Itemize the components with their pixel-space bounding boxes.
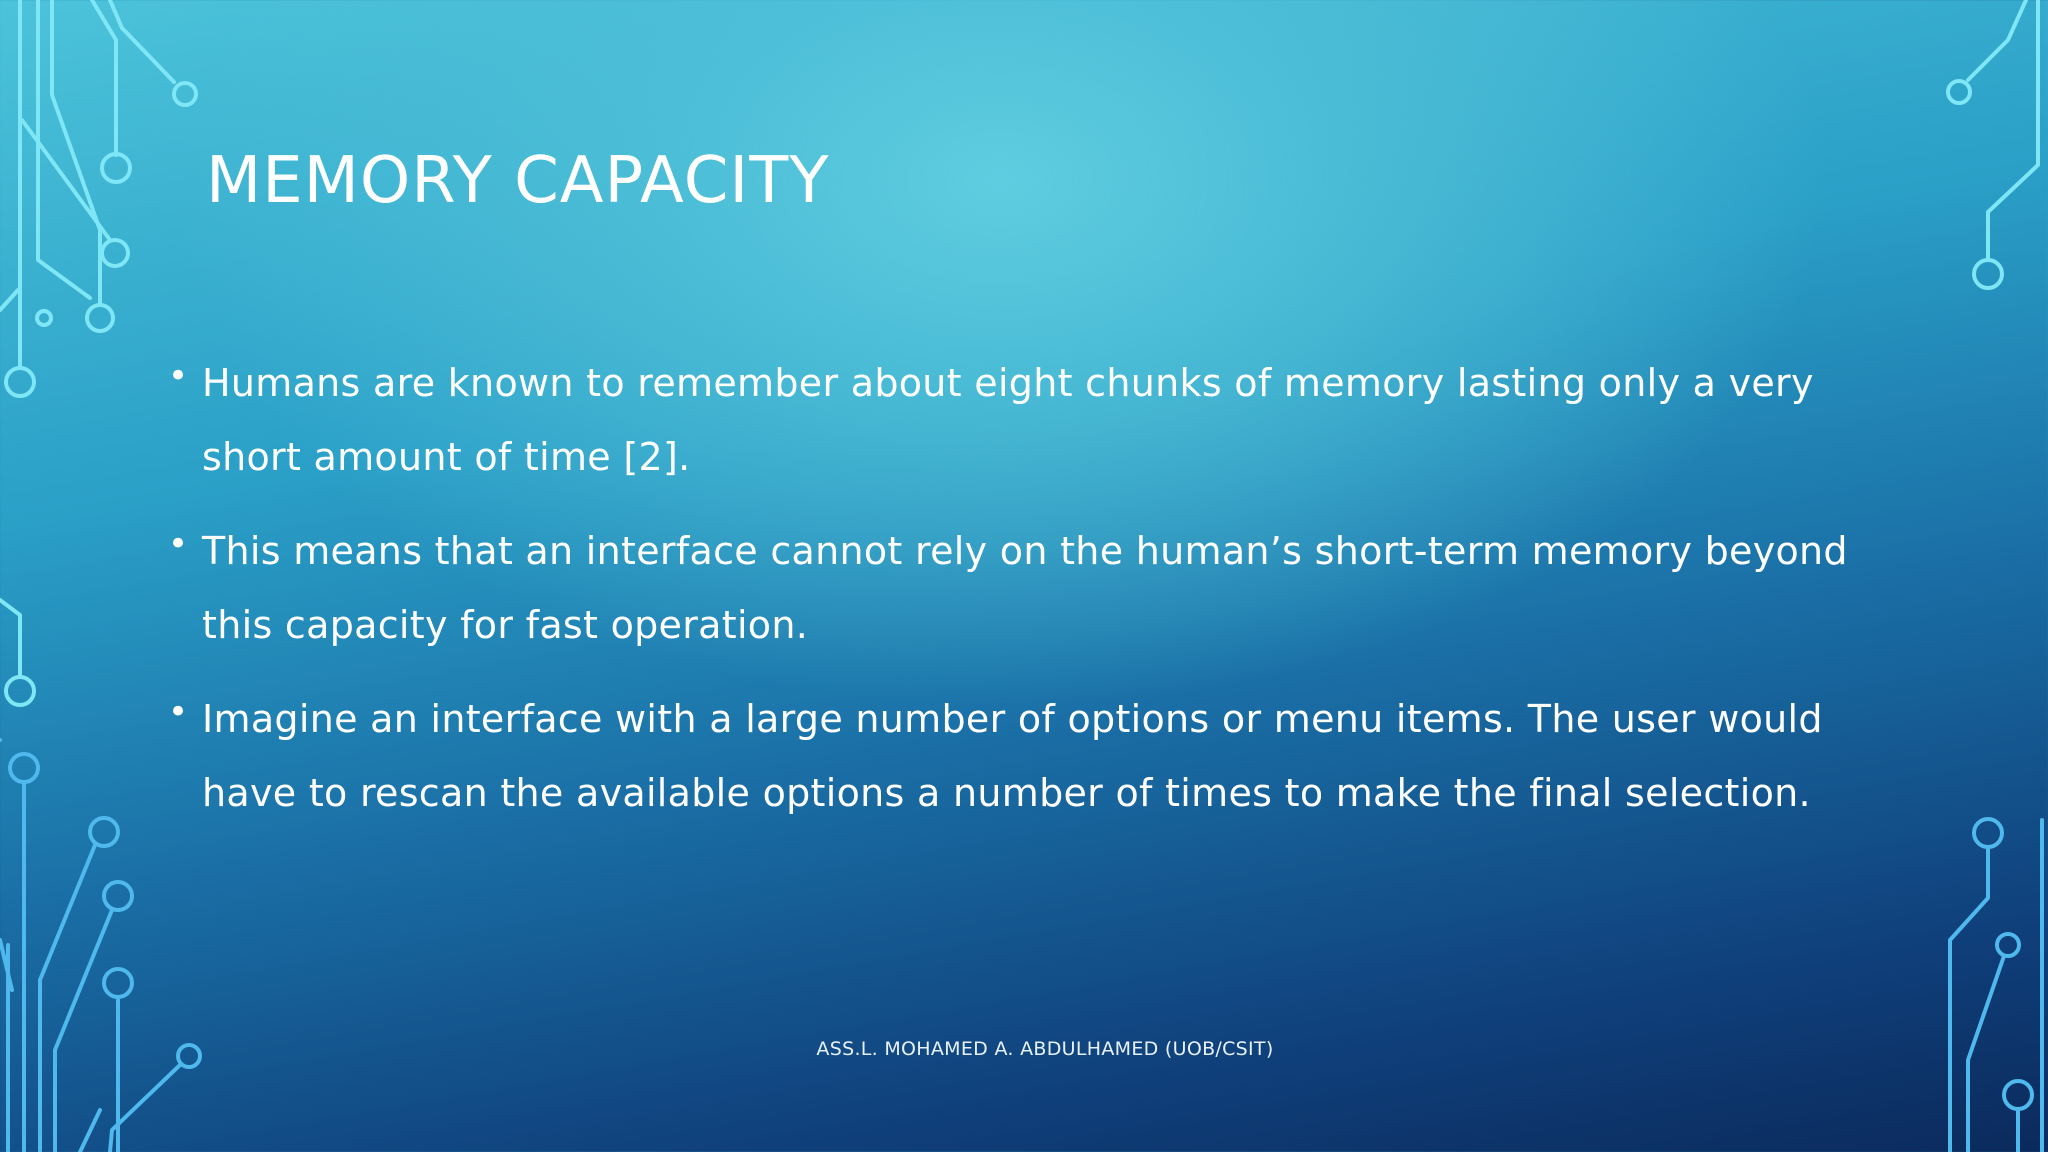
bullet-item bbox=[164, 514, 1904, 662]
slide-footer: ASS.L. MOHAMED A. ABDULHAMED (UOB/CSIT) bbox=[816, 1038, 1274, 1060]
bullet-item bbox=[164, 682, 1904, 830]
bullet-text: Imagine an interface with a large number of options or menu items. The user would have to rescan the available options a number of times to make the final selection. bbox=[202, 697, 1823, 815]
bullet-list bbox=[164, 346, 1904, 850]
bullet-item bbox=[164, 346, 1904, 494]
slide-title: MEMORY CAPACITY bbox=[206, 144, 830, 218]
bullet-marker: • bbox=[168, 524, 189, 564]
bullet-marker: • bbox=[168, 356, 189, 396]
bullet-text: Humans are known to remember about eight chunks of memory lasting only a very short amount of time [2]. bbox=[202, 361, 1814, 479]
bullet-text: This means that an interface cannot rely on the human’s short-term memory beyond this capacity for fast operation. bbox=[202, 529, 1848, 647]
bullet-marker: • bbox=[168, 692, 189, 732]
